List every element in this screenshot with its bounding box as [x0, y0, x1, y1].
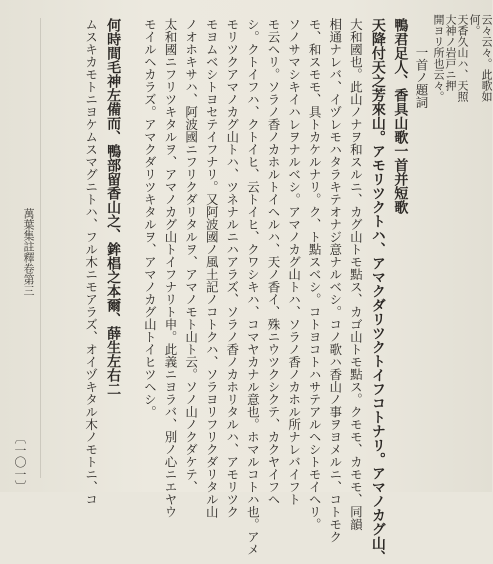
main-text-body [83, 18, 429, 564]
text-column: 相通ナレバ、イヅレモハタラキテオナジ意ナルベシ。コノ歌ハ香山ノ事ヲヨメルニ、コトモク [327, 18, 343, 543]
text-column: モイルヘカラズ。アマクダリツキタルヲ、アマノカグ山トイヒツヘシ。 [142, 18, 158, 418]
header-note-line: 何。 [468, 14, 481, 36]
header-note-line: 云々云々。此歌如 [480, 14, 493, 102]
text-column: 鴨君足人、香具山歌一首并短歌 [392, 18, 409, 214]
text-column: モ、和スモモ、具トカケルナリ。ク、ト點スベシ。コトヨコトハサテアルヘシトモイヘリ。 [307, 18, 323, 531]
text-column: モリツクアマノカグ山トハ、ツネナルニハアラズ、ソラノ香ノカホリタルハ、アモリツク [224, 18, 240, 518]
header-note-line: 大神ノ岩戸ニ押 [444, 14, 457, 91]
text-column: 太和國ニフリツキタルヲ、アマノカグ山トイフナリト申。此義ニヨラバ、別ノ心ニエヤウ [163, 18, 178, 518]
text-column: ソノサマシキイハレヲナルベシ。アマノカグ山トハ、ソラノ香ノカホル所ナレバイフト [286, 18, 302, 506]
text-column: モヨムベシトヨセテイフナリ。又阿波國ノ風土記ノコトクハ、ソラヨリフリクダリタル山 [204, 18, 220, 518]
header-note-line: 開ヨリ所也云々。 [432, 14, 445, 102]
margin-rule [40, 18, 41, 478]
header-note [430, 14, 493, 102]
text-column: モ云ヘリ。ソラノ香ノカホルトイヘルハ、天ノ香イ、殊ニウツクシクテ、カクヤイフヘ [265, 18, 281, 506]
text-column: 何時間毛神左備而、鴨部留香山之、鉾椙之本爾、薛生左右二 [105, 18, 122, 396]
text-column: ムスキカモトニヨケムスマグニトハ、フル木ニモアラズ、オイヅキタル木ノモトニ、コ [83, 18, 99, 506]
text-column: ノオホキサハ、阿波國ニフリクダリタルヲ、アマノモト山ト云。ソノ山ノクダケテ、 [183, 18, 199, 493]
header-note-line: 天香久山ハ、天照 [456, 14, 469, 102]
page-number: 〔一〇一〕 [13, 432, 27, 492]
text-column: 一首ノ題詞 [414, 46, 429, 109]
text-column: 大和國也。此山ノナヲ和スルニ、カグ山トモ點ス、カゴ山トモ點ス。クモモ、カモモ、同韻 [348, 18, 364, 531]
running-title: 萬葉集註釋卷第三 [22, 208, 35, 296]
text-column: 天降付天之芳來山。アモリツクトハ、アマクダリツクトイフコトナリ。アマノカグ山、 [369, 18, 386, 564]
text-column: シ。クトイフハ、クトイヒ、云トイヒ、クワシキハ、コマヤカナル意也。ホマルコトハ也。アメ [245, 18, 261, 556]
text-column [126, 18, 136, 480]
